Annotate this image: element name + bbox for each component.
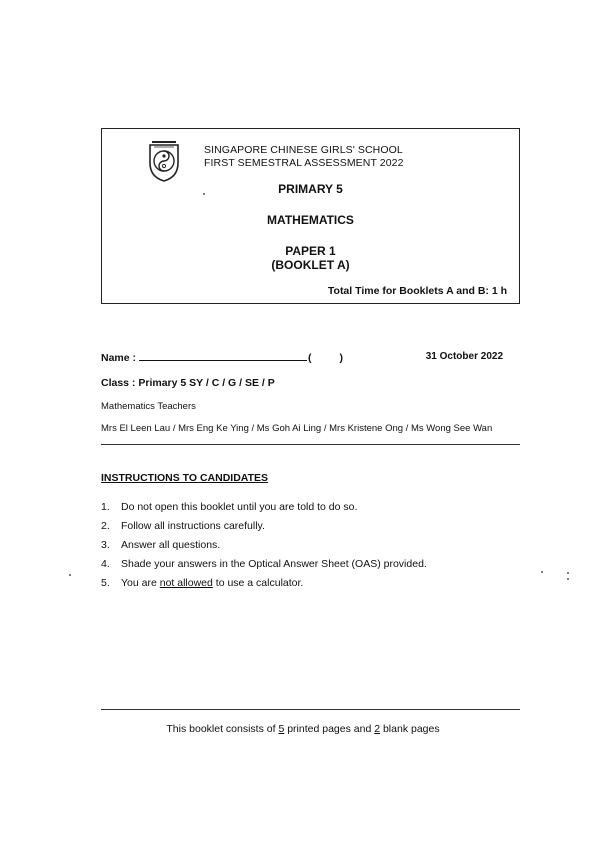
register-number-open: (	[307, 352, 312, 364]
cover-header-box	[101, 128, 520, 304]
scan-speck	[567, 578, 569, 580]
scan-speck	[541, 571, 543, 573]
name-label: Name :	[101, 352, 137, 364]
item-text: Shade your answers in the Optical Answer Sheet (OAS) provided.	[121, 558, 427, 570]
list-item	[101, 539, 427, 558]
list-item	[101, 520, 427, 539]
item-text: Do not open this booklet until you are told to do so.	[121, 501, 358, 513]
page-count-note	[0, 723, 600, 735]
printed-pages-count: 5	[278, 723, 285, 735]
page-count-post: blank pages	[380, 723, 440, 735]
school-crest-icon	[146, 139, 182, 183]
assessment-title: FIRST SEMESTRAL ASSESSMENT 2022	[204, 157, 404, 169]
class-line: Class : Primary 5 SY / C / G / SE / P	[101, 377, 275, 389]
page-count-pre: This booklet consists of	[166, 723, 279, 735]
item-text-pre: You are	[121, 577, 160, 589]
booklet-title: (BOOKLET A)	[271, 258, 350, 272]
instructions-list	[101, 501, 427, 596]
item-text-emphasis: not allowed	[159, 577, 213, 589]
paper-title: PAPER 1	[285, 244, 336, 258]
level-title: PRIMARY 5	[278, 182, 343, 196]
item-number: 2.	[101, 520, 110, 532]
scan-speck	[203, 193, 205, 195]
instructions-heading: INSTRUCTIONS TO CANDIDATES	[101, 472, 269, 484]
list-item	[101, 501, 427, 520]
register-number-close: )	[339, 352, 343, 364]
name-field-line[interactable]	[139, 351, 307, 361]
item-number: 5.	[101, 577, 110, 589]
item-text-post: to use a calculator.	[212, 577, 304, 589]
list-item	[101, 558, 427, 577]
blank-pages-count: 2	[374, 723, 381, 735]
item-number: 3.	[101, 539, 110, 551]
item-text	[121, 577, 303, 596]
teachers-list: Mrs El Leen Lau / Mrs Eng Ke Ying / Ms Goh Ai Ling / Mrs Kristene Ong / Ms Wong See Wan	[101, 423, 493, 434]
item-number: 4.	[101, 558, 110, 570]
name-row	[101, 351, 343, 364]
scan-speck	[69, 574, 71, 576]
school-name: SINGAPORE CHINESE GIRLS' SCHOOL	[204, 144, 403, 156]
teachers-heading: Mathematics Teachers	[101, 401, 196, 412]
item-text: Answer all questions.	[121, 539, 221, 551]
subject-title: MATHEMATICS	[267, 213, 354, 227]
page-count-mid: printed pages and	[284, 723, 375, 735]
footer-divider	[101, 709, 520, 710]
divider	[101, 444, 520, 445]
item-text: Follow all instructions carefully.	[121, 520, 265, 532]
list-item	[101, 577, 427, 596]
scan-speck	[567, 572, 569, 574]
total-time: Total Time for Booklets A and B: 1 h	[327, 285, 507, 297]
exam-date: 31 October 2022	[425, 351, 503, 362]
item-number: 1.	[101, 501, 110, 513]
